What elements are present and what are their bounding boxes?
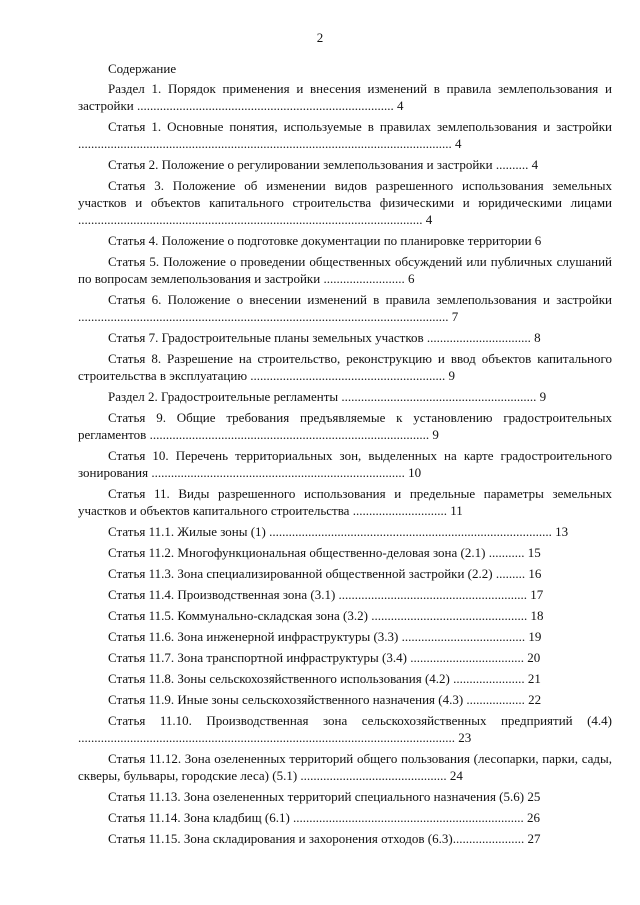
toc-entry-leader: ............................................. — [297, 768, 447, 783]
toc-entry[interactable] — [78, 485, 612, 519]
toc-entry-page: 22 — [528, 692, 542, 707]
toc-entry-leader: ....................................................................................... — [265, 524, 552, 539]
toc-entry-leader: ...................................... — [398, 629, 526, 644]
toc-entry[interactable] — [78, 628, 612, 645]
toc-entry-leader: ............................................................ — [338, 389, 537, 404]
toc-entry[interactable] — [78, 649, 612, 666]
toc-entry-leader: ................................................................................................................... — [78, 136, 452, 151]
toc-entry-title: Статья 10. Перечень территориальных зон, выделенных на карте градостроительного зонирования — [78, 448, 612, 480]
toc-entry-page: 19 — [528, 629, 542, 644]
toc-entry-leader: .................................................................................................................. — [78, 309, 449, 324]
toc-entry-leader: ......... — [492, 566, 526, 581]
toc-entry-page: 17 — [530, 587, 544, 602]
toc-entry[interactable] — [78, 586, 612, 603]
toc-entry-page: 9 — [448, 368, 456, 383]
toc-entry[interactable] — [78, 565, 612, 582]
toc-entry-page: 23 — [458, 730, 472, 745]
toc-entry-leader: ............................. — [349, 503, 447, 518]
toc-entry-page: 4 — [455, 136, 462, 151]
toc-entry[interactable] — [78, 670, 612, 687]
toc-entry[interactable] — [78, 750, 612, 784]
toc-entry-page: 6 — [407, 271, 415, 286]
toc-entry-leader: .............................................................................. — [148, 465, 405, 480]
toc-entry[interactable] — [78, 447, 612, 481]
toc-entry-page: 9 — [432, 427, 439, 442]
toc-entry-leader: .................................................................................................................... — [78, 730, 455, 745]
toc-entry[interactable] — [78, 409, 612, 443]
toc-entry-page: 16 — [528, 566, 542, 581]
toc-entry-page: 4 — [425, 212, 433, 227]
toc-entry-title: Статья 11.12. Зона озелененных территорий общего пользования (лесопарки, парки, сады, скверы, бульвары, городские леса) (5.1) — [78, 751, 612, 783]
toc-entry-page: 4 — [531, 157, 539, 172]
toc-entry[interactable] — [78, 118, 612, 152]
toc-entry-page: 18 — [530, 608, 544, 623]
toc-entry-page: 24 — [449, 768, 463, 783]
toc-entry-title: Статья 6. Положение о внесении изменений в правила землепользования и застройки — [108, 292, 612, 307]
toc-entry-leader: .......... — [492, 157, 529, 172]
toc-entry-leader: ...................................................................................... — [146, 427, 430, 442]
toc-entry[interactable] — [78, 691, 612, 708]
toc-entry[interactable] — [78, 156, 612, 173]
toc-entry-leader: ................................... — [406, 650, 524, 665]
toc-entry-title: Статья 11.13. Зона озелененных территорий специального назначения (5.6) — [108, 789, 525, 804]
toc-entry-leader: ................................ — [423, 330, 531, 345]
toc-entry[interactable] — [78, 809, 612, 826]
toc-entry[interactable] — [78, 177, 612, 228]
toc-entry[interactable] — [78, 544, 612, 561]
toc-title: Содержание — [108, 61, 177, 76]
toc-entry[interactable] — [78, 329, 612, 346]
toc-entry-page: 25 — [527, 789, 541, 804]
toc-entry-page: 9 — [539, 389, 547, 404]
toc-entry-title: Статья 11. Виды разрешенного использования и предельные параметры земельных участков и объектов капитального строительства — [78, 486, 612, 518]
toc-entry-title: Статья 11.3. Зона специализированной общественной застройки (2.2) — [108, 566, 493, 581]
toc-entry-page: 21 — [527, 671, 541, 686]
toc-entry-title: Статья 11.5. Коммунально-складская зона (3.2) — [108, 608, 368, 623]
toc-entry-leader: ............................................................................... — [133, 98, 394, 113]
toc-entry-title: Статья 11.7. Зона транспортной инфраструктуры (3.4) — [108, 650, 407, 665]
toc-entry-title: Статья 7. Градостроительные планы земельных участков — [108, 330, 424, 345]
toc-entry[interactable] — [78, 523, 612, 540]
toc-entry[interactable] — [78, 291, 612, 325]
toc-entry-leader: .......................................................................................................... — [78, 212, 423, 227]
toc-entry-title: Статья 11.14. Зона кладбищ (6.1) — [108, 810, 290, 825]
toc-entry[interactable] — [78, 350, 612, 384]
toc-entry-page: 11 — [450, 503, 463, 518]
page-number: 2 — [316, 30, 324, 45]
toc-entry-title: Статья 11.15. Зона складирования и захоронения отходов (6.3) — [108, 831, 453, 846]
toc-entry-page: 10 — [408, 465, 422, 480]
toc-entry[interactable] — [78, 80, 612, 114]
toc-entry-title: Статья 11.9. Иные зоны сельскохозяйственного назначения (4.3) — [108, 692, 464, 707]
toc-entry-title: Статья 11.10. Производственная зона сельскохозяйственных предприятий (4.4) — [108, 713, 612, 728]
toc-entry-page: 4 — [397, 98, 404, 113]
toc-entry-title: Статья 11.2. Многофункциональная общественно-деловая зона (2.1) — [108, 545, 486, 560]
toc-entry-page: 13 — [555, 524, 569, 539]
toc-entry-title: Статья 8. Разрешение на строительство, реконструкцию и ввод объектов капитального строительства в эксплуатацию — [78, 351, 612, 383]
toc-entry-leader: ............................................................ — [247, 368, 446, 383]
toc-entry-title: Раздел 2. Градостроительные регламенты — [108, 389, 339, 404]
toc-entry-leader: ...................... — [452, 831, 525, 846]
table-of-contents — [78, 60, 612, 851]
toc-entry-title: Статья 3. Положение об изменении видов разрешенного использования земельных участков и объектов капитального строительства физическими и юридическими лицами — [78, 178, 612, 210]
toc-entry-page: 20 — [527, 650, 541, 665]
toc-entry[interactable] — [78, 607, 612, 624]
toc-entry-title: Статья 2. Положение о регулировании землепользования и застройки — [108, 157, 493, 172]
toc-entry-title: Статья 5. Положение о проведении общественных обсуждений или публичных слушаний по вопросам землепользования и застройки — [78, 254, 612, 286]
toc-entry-leader: ...................... — [449, 671, 525, 686]
toc-entry-title: Статья 9. Общие требования предъявляемые к установлению градостроительных регламентов — [78, 410, 612, 442]
toc-entry-title: Статья 11.1. Жилые зоны (1) — [108, 524, 266, 539]
toc-entry-leader: ........... — [485, 545, 525, 560]
toc-entry[interactable] — [78, 388, 612, 405]
toc-entry-title: Статья 11.6. Зона инженерной инфраструктуры (3.3) — [108, 629, 399, 644]
toc-entry-title: Статья 1. Основные понятия, используемые в правилах землепользования и застройки — [108, 119, 612, 134]
toc-entry[interactable] — [78, 788, 612, 805]
toc-entry[interactable] — [78, 253, 612, 287]
toc-entry[interactable] — [78, 830, 612, 847]
toc-entry-leader: ................................................ — [367, 608, 528, 623]
toc-entry-title: Статья 11.4. Производственная зона (3.1) — [108, 587, 336, 602]
toc-entry-leader: .......................................................... — [335, 587, 528, 602]
toc-entry-leader: ......................... — [320, 271, 405, 286]
toc-entry-title: Статья 11.8. Зоны сельскохозяйственного использования (4.2) — [108, 671, 450, 686]
toc-entry-leader: .................. — [463, 692, 525, 707]
toc-entry-title: Статья 4. Положение о подготовке документации по планировке территории — [108, 233, 532, 248]
toc-entry-title: Раздел 1. Порядок применения и внесения изменений в правила землепользования и застройки — [78, 81, 612, 113]
toc-entry[interactable] — [78, 232, 612, 249]
toc-entry[interactable] — [78, 712, 612, 746]
toc-entry-page: 27 — [527, 831, 541, 846]
toc-entry-page: 6 — [534, 233, 542, 248]
toc-entry-page: 15 — [527, 545, 541, 560]
toc-entry-leader: ....................................................................... — [289, 810, 524, 825]
toc-entry-page: 26 — [527, 810, 541, 825]
toc-entry-page: 8 — [534, 330, 541, 345]
toc-entry-page: 7 — [451, 309, 459, 324]
